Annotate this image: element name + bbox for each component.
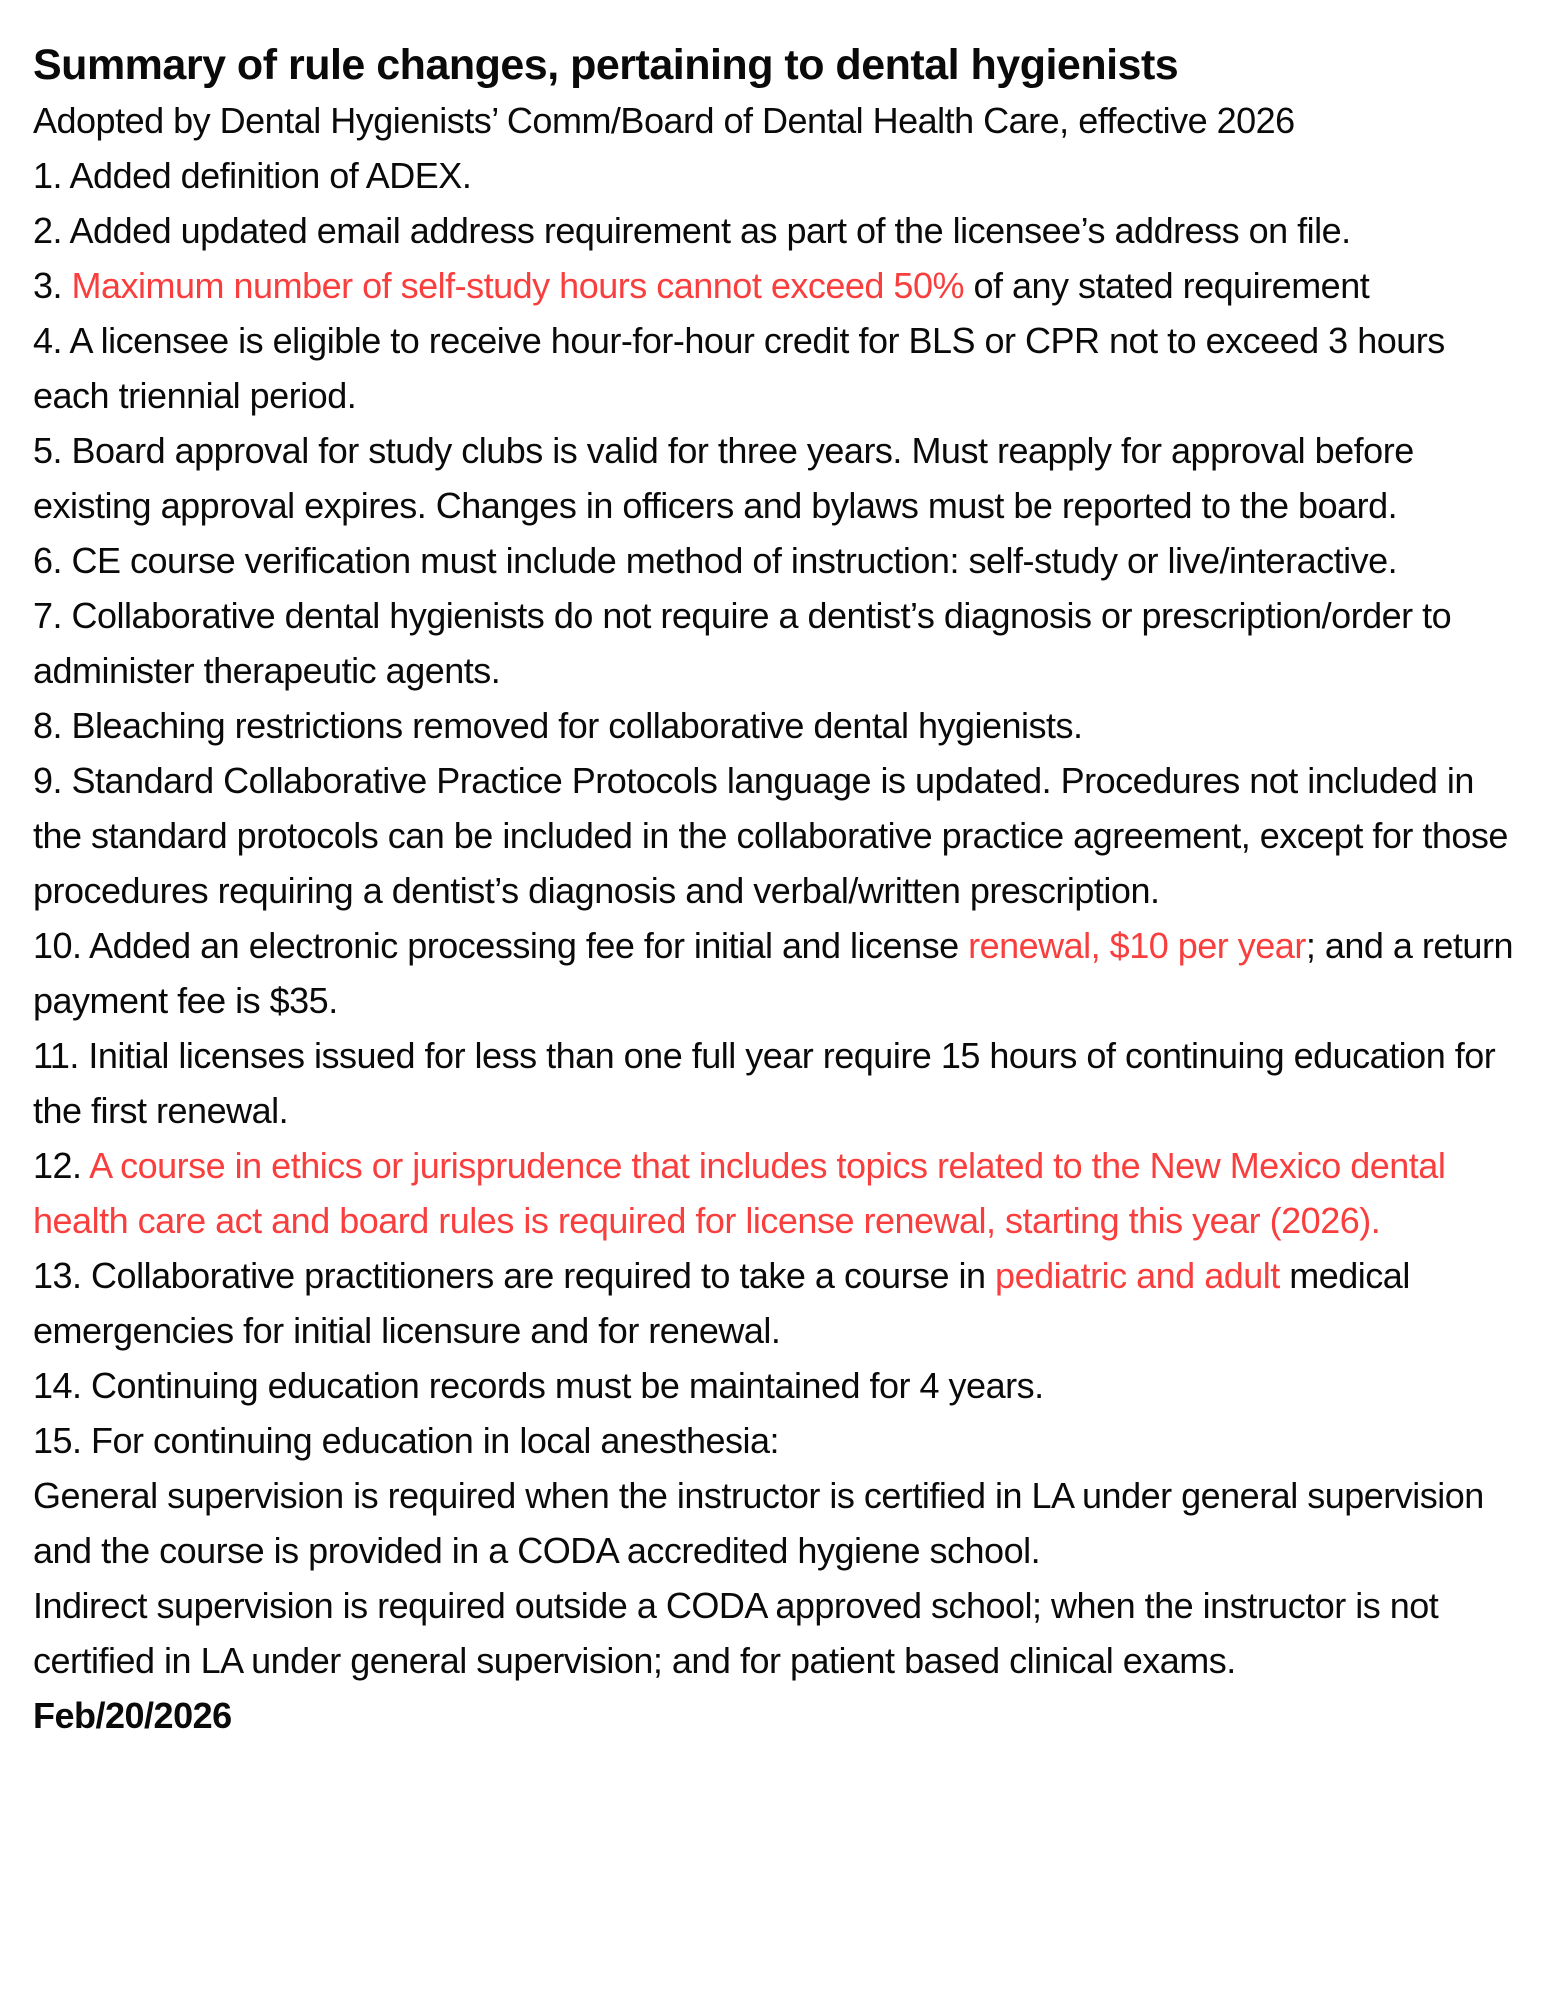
text-run: 13. Collaborative practitioners are required to take a course in: [33, 1255, 996, 1296]
text-run: 3.: [33, 265, 72, 306]
text-run: General supervision is required when the instructor is certified in LA under general supervision and the course is provided in a CODA accredited hygiene school.: [33, 1475, 1484, 1571]
rule-item-5: [33, 423, 1525, 533]
rule-item-16: [33, 1468, 1525, 1578]
rule-item-13: [33, 1248, 1525, 1358]
rule-item-8: [33, 698, 1525, 753]
text-run: 12.: [33, 1145, 90, 1186]
rule-list: [33, 148, 1525, 1688]
rule-item-9: [33, 753, 1525, 918]
rule-item-14: [33, 1358, 1525, 1413]
highlighted-text: renewal, $10 per year: [968, 925, 1306, 966]
text-run: 9. Standard Collaborative Practice Protocols language is updated. Procedures not included in the standard protocols can be included in the collaborative practice agreement, except for those procedures requiring a dentist’s diagnosis and verbal/written prescription.: [33, 760, 1508, 911]
document-subtitle: Adopted by Dental Hygienists’ Comm/Board of Dental Health Care, effective 2026: [33, 100, 1295, 141]
text-run: 4. A licensee is eligible to receive hour-for-hour credit for BLS or CPR not to exceed 3 hours each triennial period.: [33, 320, 1445, 416]
text-run: 14. Continuing education records must be maintained for 4 years.: [33, 1365, 1044, 1406]
rule-item-10: [33, 918, 1525, 1028]
text-run: 15. For continuing education in local anesthesia:: [33, 1420, 780, 1461]
text-run: 7. Collaborative dental hygienists do not require a dentist’s diagnosis or prescription/order to administer therapeutic agents.: [33, 595, 1452, 691]
rule-item-6: [33, 533, 1525, 588]
text-run: 6. CE course verification must include method of instruction: self-study or live/interactive.: [33, 540, 1398, 581]
rule-item-7: [33, 588, 1525, 698]
text-run: 2. Added updated email address requirement as part of the licensee’s address on file.: [33, 210, 1351, 251]
text-run: of any stated requirement: [963, 265, 1370, 306]
rule-item-17: [33, 1578, 1525, 1688]
document-date: Feb/20/2026: [33, 1695, 232, 1736]
highlighted-text: pediatric and adult: [995, 1255, 1280, 1296]
rule-item-4: [33, 313, 1525, 423]
rule-item-15: [33, 1413, 1525, 1468]
rule-item-1: [33, 148, 1525, 203]
text-run: 1. Added definition of ADEX.: [33, 155, 472, 196]
text-run: Indirect supervision is required outside a CODA approved school; when the instructor is not certified in LA under general supervision; and for patient based clinical exams.: [33, 1585, 1439, 1681]
rule-item-3: [33, 258, 1525, 313]
text-run: 5. Board approval for study clubs is valid for three years. Must reapply for approval before existing approval expires. Changes in officers and bylaws must be reported to the board.: [33, 430, 1414, 526]
text-run: ; and a return payment fee is $35.: [33, 925, 1513, 1021]
rule-item-2: [33, 203, 1525, 258]
text-run: 11. Initial licenses issued for less than one full year require 15 hours of continuing education for the first renewal.: [33, 1035, 1496, 1131]
text-run: medical emergencies for initial licensure and for renewal.: [33, 1255, 1410, 1351]
text-run: 10. Added an electronic processing fee for initial and license: [33, 925, 969, 966]
document-content: [33, 38, 1525, 1743]
document-title: Summary of rule changes, pertaining to dental hygienists: [33, 41, 1179, 89]
text-run: 8. Bleaching restrictions removed for collaborative dental hygienists.: [33, 705, 1083, 746]
rule-item-12: [33, 1138, 1525, 1248]
highlighted-text: Maximum number of self-study hours cannot exceed 50%: [71, 265, 964, 306]
highlighted-text: A course in ethics or jurisprudence that includes topics related to the New Mexico dental health care act and board rules is required for license renewal, starting this year (2026).: [33, 1145, 1446, 1241]
rule-item-11: [33, 1028, 1525, 1138]
